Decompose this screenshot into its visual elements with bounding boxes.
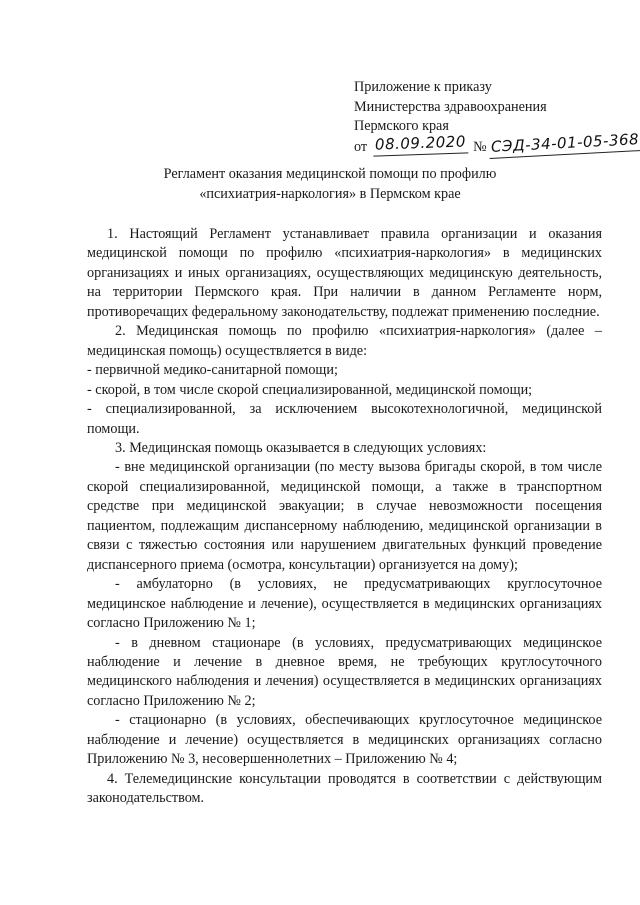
paragraph-2-item-emergency: - скорой, в том числе скорой специализированной, медицинской помощи; <box>87 381 533 398</box>
order-prefix: от <box>354 138 368 155</box>
paragraph-2: 2. Медицинская помощь по профилю «психиатрия-наркология» (далее – медицинская помощь) осуществляется в виде: <box>87 323 602 359</box>
document-title <box>60 165 600 204</box>
header-line-ministry: Министерства здравоохранения <box>354 98 547 115</box>
paragraph-3: 3. Медицинская помощь оказывается в следующих условиях: <box>115 439 487 456</box>
header-line-appendix: Приложение к приказу <box>354 79 492 95</box>
paragraph-2-item-primary: - первичной медико-санитарной помощи; <box>87 362 338 379</box>
paragraph-4: 4. Телемедицинские консультации проводятся в соответствии с действующим законодательством. <box>87 770 602 807</box>
paragraph-2-item-specialized: - специализированной, за исключением высокотехнологичной, медицинской помощи. <box>87 401 602 437</box>
paragraph-1: 1. Настоящий Регламент устанавливает правила организации и оказания медицинской помощи по профилю «психиатрия-наркология» в медицинских организациях и иных организациях, осуществляющих медицинскую деятельность, на территории Пермского края. При наличии в данном Регламенте норм, противоречащих федеральному законодательству, подлежат применению последние. <box>87 226 602 320</box>
order-number-label: № <box>473 138 487 155</box>
paragraph-3-item-inpatient: - стационарно (в условиях, обеспечивающих круглосуточное медицинское наблюдение и лечение) осуществляется в медицинских организациях согласно Приложению № 3, несовершеннолетних – Приложению № 4; <box>87 712 602 768</box>
document-body <box>87 225 602 809</box>
header-line-region: Пермского края <box>354 118 449 134</box>
order-attachment-header <box>354 78 640 157</box>
paragraph-3-item-day-hospital: - в дневном стационаре (в условиях, предусматривающих медицинское наблюдение и лечение в дневное время, не требующих круглосуточного медицинского наблюдения и лечения) осуществляется в медицинских организациях согласно Приложению № 2; <box>87 634 602 709</box>
title-line-1: Регламент оказания медицинской помощи по профилю <box>163 166 497 182</box>
paragraph-3-item-outside: - вне медицинской организации (по месту вызова бригады скорой, в том числе скорой специализированной, медицинской помощи, а также в транспортном средстве при медицинской эвакуации; в случае невозможности посещения пациентом, подлежащим диспансерному наблюдению, медицинской организации в связи с тяжестью состояния или нарушением двигательных функций проведение диспансерного приема (осмотра, консультации) организуется на дому); <box>87 459 602 573</box>
title-line-2: «психиатрия-наркология» в Пермском крае <box>199 185 461 202</box>
paragraph-3-item-outpatient: - амбулаторно (в условиях, не предусматривающих круглосуточное медицинское наблюдение и лечение), осуществляется в медицинских организациях согласно Приложению № 1; <box>87 576 602 632</box>
order-reference <box>354 129 640 158</box>
handwritten-order-date: 08.09.2020 <box>372 132 468 156</box>
handwritten-order-number: СЭД-34-01-05-368 <box>488 130 640 158</box>
